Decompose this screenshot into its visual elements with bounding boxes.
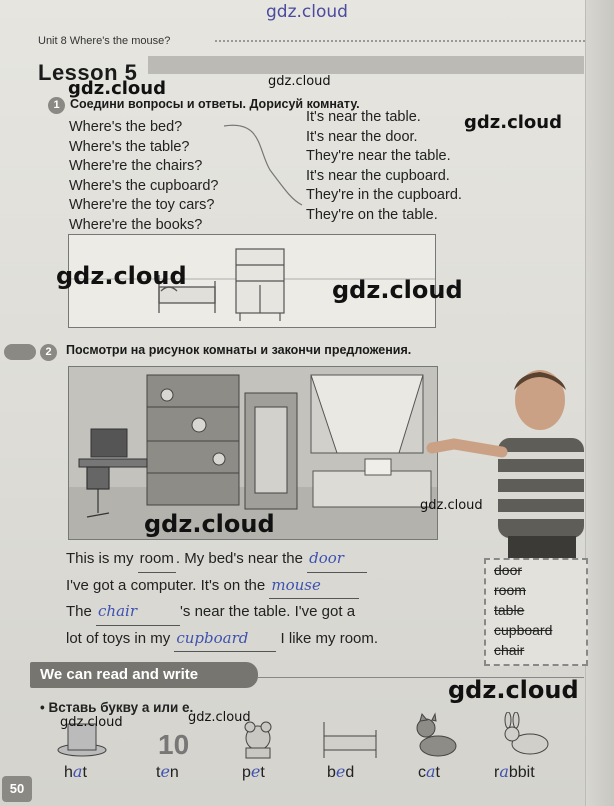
sentence-2: I've got a computer. It's on the mouse <box>66 573 378 600</box>
word-bank-item: chair <box>494 642 525 658</box>
boy-illustration <box>424 360 590 560</box>
watermark: gdz.cloud <box>268 74 331 89</box>
shelves-icon <box>147 375 239 505</box>
word-ten: ten <box>156 762 179 781</box>
task1-instruction: Соедини вопросы и ответы. Дорисуй комнату. <box>70 97 360 111</box>
word-bed: bed <box>327 762 355 781</box>
bed-icon <box>324 722 376 758</box>
room-illustration <box>69 367 437 539</box>
filled-word: door <box>307 546 367 573</box>
answer-item: They're near the table. <box>306 148 451 165</box>
filled-word: room <box>138 546 176 573</box>
word-bank-item: door <box>494 562 523 578</box>
door-icon <box>245 393 297 509</box>
bed-icon <box>159 275 215 313</box>
window-icon <box>311 375 423 453</box>
answer-item: It's near the door. <box>306 128 418 145</box>
sentence-1: This is my room . My bed's near the door <box>66 546 378 573</box>
question-item: Where's the bed? <box>69 119 183 135</box>
watermark: gdz.cloud <box>56 262 187 290</box>
filled-word: chair <box>96 599 180 626</box>
question-item: Where're the toy cars? <box>69 197 215 214</box>
ten-number: 10 <box>158 729 190 760</box>
task3-instruction: • Вставь букву а или е. <box>40 700 194 715</box>
lesson-title: Lesson 5 <box>38 60 138 85</box>
room-picture <box>68 366 438 540</box>
pet-icon <box>245 722 271 758</box>
watermark: gdz.cloud <box>144 510 275 538</box>
word-rabbit: rabbit <box>494 762 535 781</box>
cupboard-icon <box>236 249 284 321</box>
page-number: 50 <box>2 776 32 802</box>
filled-word: cupboard <box>174 626 276 653</box>
watermark: gdz.cloud <box>448 676 579 704</box>
task3-pictures <box>40 712 580 762</box>
site-label[interactable]: gdz.cloud <box>266 2 348 22</box>
task2-icon <box>4 344 36 360</box>
unit-header: Unit 8 Where's the mouse? <box>38 35 171 47</box>
task1-number: 1 <box>48 97 65 114</box>
word-bank <box>484 558 588 666</box>
cat-icon <box>417 714 456 756</box>
word-cat: cat <box>418 762 440 781</box>
room-sketch <box>69 235 435 327</box>
question-item: Where're the books? <box>69 216 203 233</box>
watermark: gdz.cloud <box>464 112 562 133</box>
watermark: gdz.cloud <box>420 498 483 513</box>
question-item: Where're the chairs? <box>69 158 203 175</box>
question-item: Where's the cupboard? <box>69 177 219 194</box>
question-item: Where's the table? <box>69 138 190 155</box>
task2-sentences <box>66 546 378 652</box>
task2-number: 2 <box>40 344 57 361</box>
answer-item: It's near the table. <box>306 109 421 125</box>
sentence-4: lot of toys in my cupboard I like my room. <box>66 626 378 653</box>
word-bank-item: cupboard <box>494 622 553 638</box>
word-bank-item: room <box>494 582 526 598</box>
watermark: gdz.cloud <box>188 710 251 725</box>
watermark: gdz.cloud <box>332 276 463 304</box>
room-drawing-frame <box>68 234 436 328</box>
section-rule <box>258 677 584 678</box>
section-banner: We can read and write <box>30 662 258 688</box>
answer-item: It's near the cupboard. <box>306 167 450 184</box>
sentence-3: The chair 's near the table. I've got a <box>66 599 378 626</box>
word-hat: hat <box>64 762 87 781</box>
filled-word: mouse <box>269 573 359 600</box>
answer-item: They're in the cupboard. <box>306 187 462 204</box>
watermark: gdz.cloud <box>60 715 123 730</box>
rabbit-icon <box>505 712 548 754</box>
watermark: gdz.cloud <box>68 78 166 99</box>
word-pet: pet <box>242 762 265 781</box>
answer-item: They're on the table. <box>306 206 438 223</box>
task2-instruction: Посмотри на рисунок комнаты и закончи предложения. <box>66 343 412 357</box>
hat-icon <box>58 724 106 756</box>
word-bank-item: table <box>494 602 525 618</box>
